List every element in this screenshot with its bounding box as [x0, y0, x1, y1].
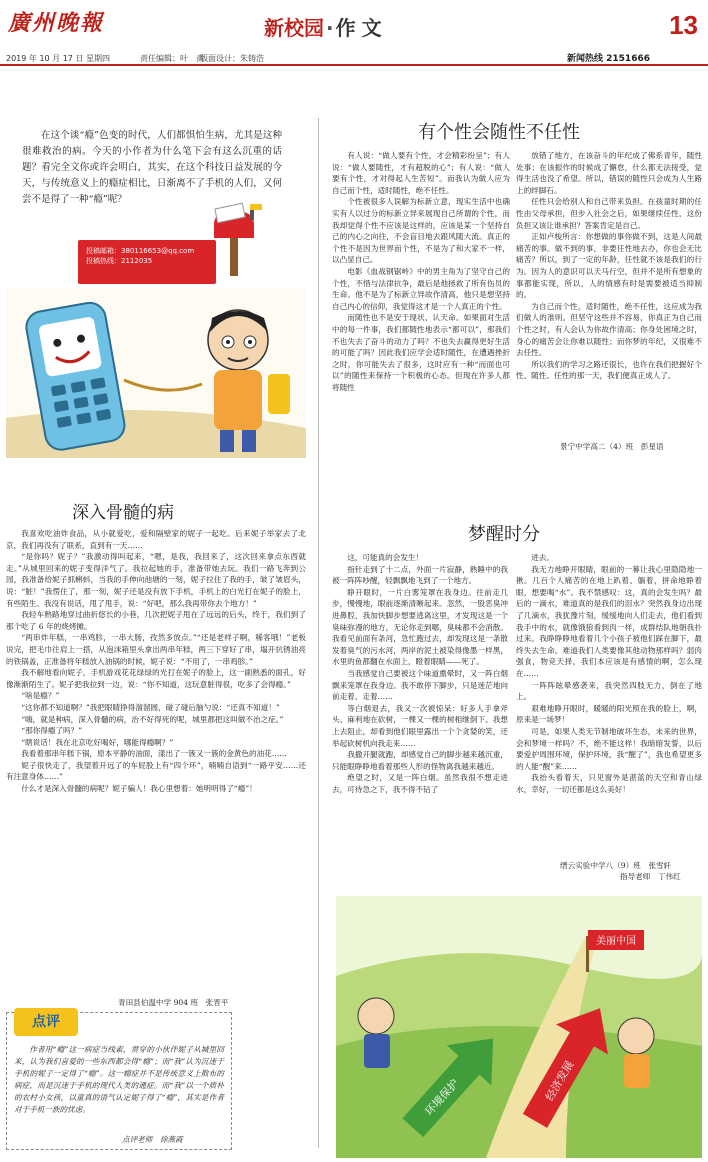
paragraph: 我撒开腿就跑，却感觉自己的脚步越来越沉重，只能眼睁睁地看着那些人形的怪物离我越来越近。	[332, 750, 508, 771]
paragraph: 我轻车熟路地穿过曲折悠长的小巷，几次把妮子甩在了远远的后头，终于，我们到了那个吃了 6 年的烧烤摊。	[6, 610, 306, 631]
sign-beautiful-china: 美丽中国	[596, 936, 636, 947]
article-2-column-2	[516, 150, 702, 450]
paragraph: “两串炸年糕，一串鸡胗，一串大肠，孜然多放点。”“还是老样子啊，稀客哦！”老板说完，把毛巾往肩上一搭，从泡沫箱里头拿出两串年糕，两三下穿好了串，塌开抗锈油亮的铁锅盖，正准备将年糕放入油锅的时候，妮子说：“不用了，一串鸡胗。”	[6, 633, 306, 666]
paragraph: 为自己而个性，适时随性，绝不任性，这应成为我们做人的准则。但坚守这些并不容易，你真正为自己而个性之时，有人会认为你故作清高；你身处困境之时，身心的痛苦会让你难以随性；而你梦的年纪，又很难不去任性。	[516, 301, 702, 358]
article-1-title: 深入骨髓的病	[72, 503, 174, 523]
section-name: 新校园	[264, 16, 324, 40]
article-2-signature: 景宁中学高二（4）班 彭星语	[560, 442, 664, 451]
paragraph: 正如卢梭所言：你想做的事你做不到，这是人间最痛苦的事。做不到的事，非要任性地去办，你也会无比痛苦？所以，到了一定的年龄，任性就不该是我们的行为。因为人的意识可以天马行空，但并不是所有想象的事都能实现，所以，人的情感有时是需要被适当抑制的。	[516, 232, 702, 300]
paragraph: “这你都不知道啊？”我把眼睛挣得溜溜圆，碰了碰后脑勺说：“还真不知道！”	[21, 702, 280, 712]
paragraph: 指针走到了十二点，外面一片寂静，熟睡中的我被一阵阵吵醒，轻飘飘地飞到了一个地方。	[332, 564, 508, 586]
paragraph: “嗨，就是种病，深入骨髓的病，治不好得死的呢，城里都把这叫做不治之症。”	[21, 714, 284, 724]
paragraph: 所以我们的学习之路还很长，也许在我们把握好个性、随性、任性的那一天，我们便真正成人了。	[516, 359, 702, 381]
paragraph: 我看着那串年糕下锅，原本平静的油面，漾出了一簇又一簇的金黄色的油花……	[21, 749, 287, 759]
paragraph: 妮子很快走了，我望着开远了的车屁股上有“四个环”，喃喃自语到“一路平安……还有注意身体……”	[6, 760, 306, 782]
page-number: 13	[669, 10, 698, 40]
article-1-signature: 青田县伯温中学 904 班 张晋平	[118, 998, 229, 1007]
issue-date: 2019 年 10 月 17 日 星期四	[6, 54, 110, 63]
article-3-column-2	[516, 552, 702, 838]
article-2-column-1	[332, 150, 510, 498]
article-3-signature: 缙云实验中学八（9）班 张雪轩	[560, 861, 672, 870]
paragraph: 艰难地睁开眼时，暖暖的阳光照在我的脸上，啊，原来是一场梦！	[516, 703, 702, 725]
paragraph: 睁开眼时，一片白雾笼罩在我身边。往前走几步，慢慢地，眼前逐渐清晰起来。忽然，一股恶臭冲进鼻腔，我加快脚步想要逃离这里，才发现这是一个臭味弥漫的地方，无论你走到哪，臭味都不会消散。我看见前面有条河，急忙跑过去，却发现这是一条散发着臭气的污水河，两岸的泥土被染得像墨一样黑，水里的鱼都翻在水面上，瞪着眼睛——死了。	[332, 587, 508, 667]
paragraph: 任性只会给别人和自己带来负担。在孩童时期的任性由父母承担，但步入社会之后，如果继续任性，这份负担又该让谁承担？答案肯定是自己。	[516, 197, 702, 230]
intro-text: 在这个谈“瘾”色变的时代，人们都惧怕生病，尤其是这种很难救治的病。今天的小作者为什么笔下会有这么沉重的话题？看完全文你或许会明白，其实，在这个科技日益发展的今天，与传统意义上的瘾症相比，日渐离不了手机的人们，又何尝不是得了一种“瘾”呢？	[22, 130, 282, 205]
paragraph: 放错了地方，在该奋斗的年纪成了佛系青年，随性处事；在该振作的时候成了懈怠，什么都无法接受，觉得生活也没了希望。所以，错误的随性只会成为人生路上的绊脚石。	[516, 151, 702, 195]
paragraph: 这，可能真的会发生！	[347, 553, 424, 562]
paragraph: 我抬头看着天，只见窗外是湛蓝的天空和青山绿水，幸好，一切还都是这么美好！	[516, 773, 702, 794]
article-3-teacher: 指导老师 丁伟红	[620, 872, 681, 881]
phone-boy-illustration	[6, 288, 306, 458]
paragraph: 我喜欢吃油炸食品，从小就爱吃，爱和隔壁家的妮子一起吃。后来妮子举家去了北京，我们再没有了联系，直到有一天……	[6, 529, 306, 550]
paragraph: 个性被很多人误解为标新立意，现实生活中也确实有人以过分的标新立异来展现自己所谓的个性，而我却觉得个性不应该是这样的，应该是某一个坚持自己的内心之向往，不会盲目地去跟风随大流。真正的个性不是因为世界而个性，不是为了和大家不一样，以凸显自己。	[332, 197, 510, 265]
contact-phone: 投稿热线：2112035	[86, 257, 153, 265]
arrow-environment: 环境保护	[422, 1076, 462, 1119]
design-credit: 版面设计：朱铸浩	[200, 54, 264, 63]
paragraph: 一阵阵眩晕感袭来，我突然四肢无力，倒在了地上。	[516, 680, 702, 702]
paragraph: 电影《血战钢锯岭》中的男主角为了坚守自己的个性，不惜与法律抗争，最后是他拯救了所有伤员的生命。他不是为了标新立异故作清高，他只是想坚持自己内心的信仰，我觉得这才是一个人真正的个性。	[332, 266, 510, 311]
paragraph: 当我感觉自己要被这个味道熏晕时，又一阵白烟飘来笼罩在我身边。我不敢停下脚步，只是迷茫地向前走着、走着……	[332, 668, 508, 702]
section-separator: ·	[326, 16, 334, 40]
paragraph: 等白烟退去，我又一次被惊呆：好多人手拿斧头、麻利地在砍树，一棵又一棵的树相继倒下。我想上去阻止，却看到他们眼里露出一个个贪婪的笑，还举起砍树机向我走来……	[332, 703, 508, 748]
paragraph: 有人说：“做人要有个性，才会精彩纷呈”；有人说：“做人要随性，才有超脱的心”；有人说：“做人要有个性，才对得起人生苦短”。而我认为做人应为自己而个性，适时随性，绝不任性。	[332, 151, 510, 195]
comment-badge: 点评	[14, 1008, 78, 1036]
newspaper-logo: 廣州晚報	[8, 10, 105, 36]
comment-text: 作者用“瘾”这一病症当线索，贯穿的小伙伴妮子从城里回来，认为我们喜爱的一些东西都会得“瘾”；而“我”认为沉迷于手机的妮子一定得了“瘾”。这一瘾症并不是传统意义上散布的病症，而是沉迷于手机的现代人类的通症。而“我”以一个质朴的农村小女孩，以童真的语气认定妮子得了“瘾”，其实是作者对于手机一族的忧虑。	[14, 1045, 224, 1114]
header-rule	[0, 64, 708, 66]
paragraph: “啥是瘾？”	[21, 691, 60, 701]
section-subname: 作文	[335, 16, 388, 40]
paragraph: 进去。	[531, 553, 554, 562]
submission-contact	[78, 240, 216, 284]
column-divider	[318, 118, 319, 1148]
paragraph: 我无力地睁开眼睛，眼前的一幕让我心里隐隐地一揪。几百个人痛苦的在地上趴着、躺着，拼命地睁着眼，想要喝“水”。我不禁感叹：这，真的会发生吗？最后的一滴水，难道真的是我们的泪水？突然我身边出现了几滴水，我犹豫片刻，缓缓地向人们走去，他们看到我手中的水，就像饿狼看到肉一样，成群结队地朝我扑过来。我睁睁睁地看着几个小孩子被他们踩在脚下，最终失去生命。难道我们人类要像其他动物那样吗？弱肉强食，物竞天择，我们本应该是有感情的啊，怎么现在……	[516, 564, 702, 678]
paragraph: 什么才是深入骨髓的病呢？妮子骗人！我心里想着：她明明得了“瘾”！	[21, 784, 257, 794]
paragraph: 我不解地看向妮子，手机游戏花花绿绿的光打在妮子的脸上，这一副熟悉的面孔，好像渐渐陌生了。妮子把我拉到一边，说：“你不知道，这玩意脏得很，吃多了会得瘾。”	[6, 668, 306, 689]
article-3-column-1	[332, 552, 508, 880]
mailbox-illustration	[206, 198, 266, 278]
paragraph: “是你吗？妮子？”我激动得叫起来，“嗯，是我，我回来了，这次回来拿点东西就走。”从城里回来的妮子变得洋气了。我拉起她的手，准备带她去玩。我们一路飞奔到公园，我准备给妮子抓蝌蚪，当我的手伸向池塘的一刻，妮子拉住了我的手，皱了皱眉头，说：“脏！”我愣住了，那一刻，妮子还是没有放下手机，手机上的白光打在妮子的脸上，有些陌生。我没有说话，甩了甩手，说：“好吧，那么我再带你去个地方！”	[6, 552, 306, 608]
news-hotline: 新闻热线 2151666	[567, 54, 650, 64]
editor-credit: 责任编辑：叶 责	[140, 54, 204, 63]
environment-economy-illustration	[336, 896, 702, 1158]
paragraph: 绝望之时，又是一阵白烟。虽然我很不想走进去，可待急之下，我不得不钻了	[332, 773, 508, 794]
paragraph: 而随性也不是安于现状、认天命。如果面对生活中的每一件事，我们都随性地表示“都可以”，那我们不也失去了奋斗的动力了吗？不也失去赢得更好生活的可能了吗？因此我们应学会适时随性，在遭遇挫折之时，你可能失去了很多，这时应有一种“而面也可以”的随性来保持一个积极的心态。但现在许多人都将随性	[332, 313, 510, 392]
section-title	[264, 12, 388, 41]
article-2-title: 有个性会随性不任性	[418, 122, 580, 143]
comment-signature: 点评老师 徐燕霞	[122, 1135, 183, 1144]
article-1-body	[6, 528, 306, 1008]
article-3-title: 梦醒时分	[468, 524, 540, 545]
masthead	[0, 0, 708, 46]
paragraph: 可是，如果人类无节制地破坏生态，未来的世界，会和梦境一样吗？不，绝不能这样！我暗暗发誓，以后要爱护周围环境，保护环境，我“醒了”，我也希望更多的人能“醒”来……	[516, 726, 702, 771]
paragraph: “瞎说话！我在北京吃好喝好，哪能得瘾啊？”	[21, 737, 174, 747]
arrow-economy: 经济发展	[543, 1058, 577, 1104]
contact-email: 投稿邮箱：380116653@qq.com	[86, 247, 195, 255]
paragraph: “那你得瘾了吗？”	[21, 726, 83, 736]
